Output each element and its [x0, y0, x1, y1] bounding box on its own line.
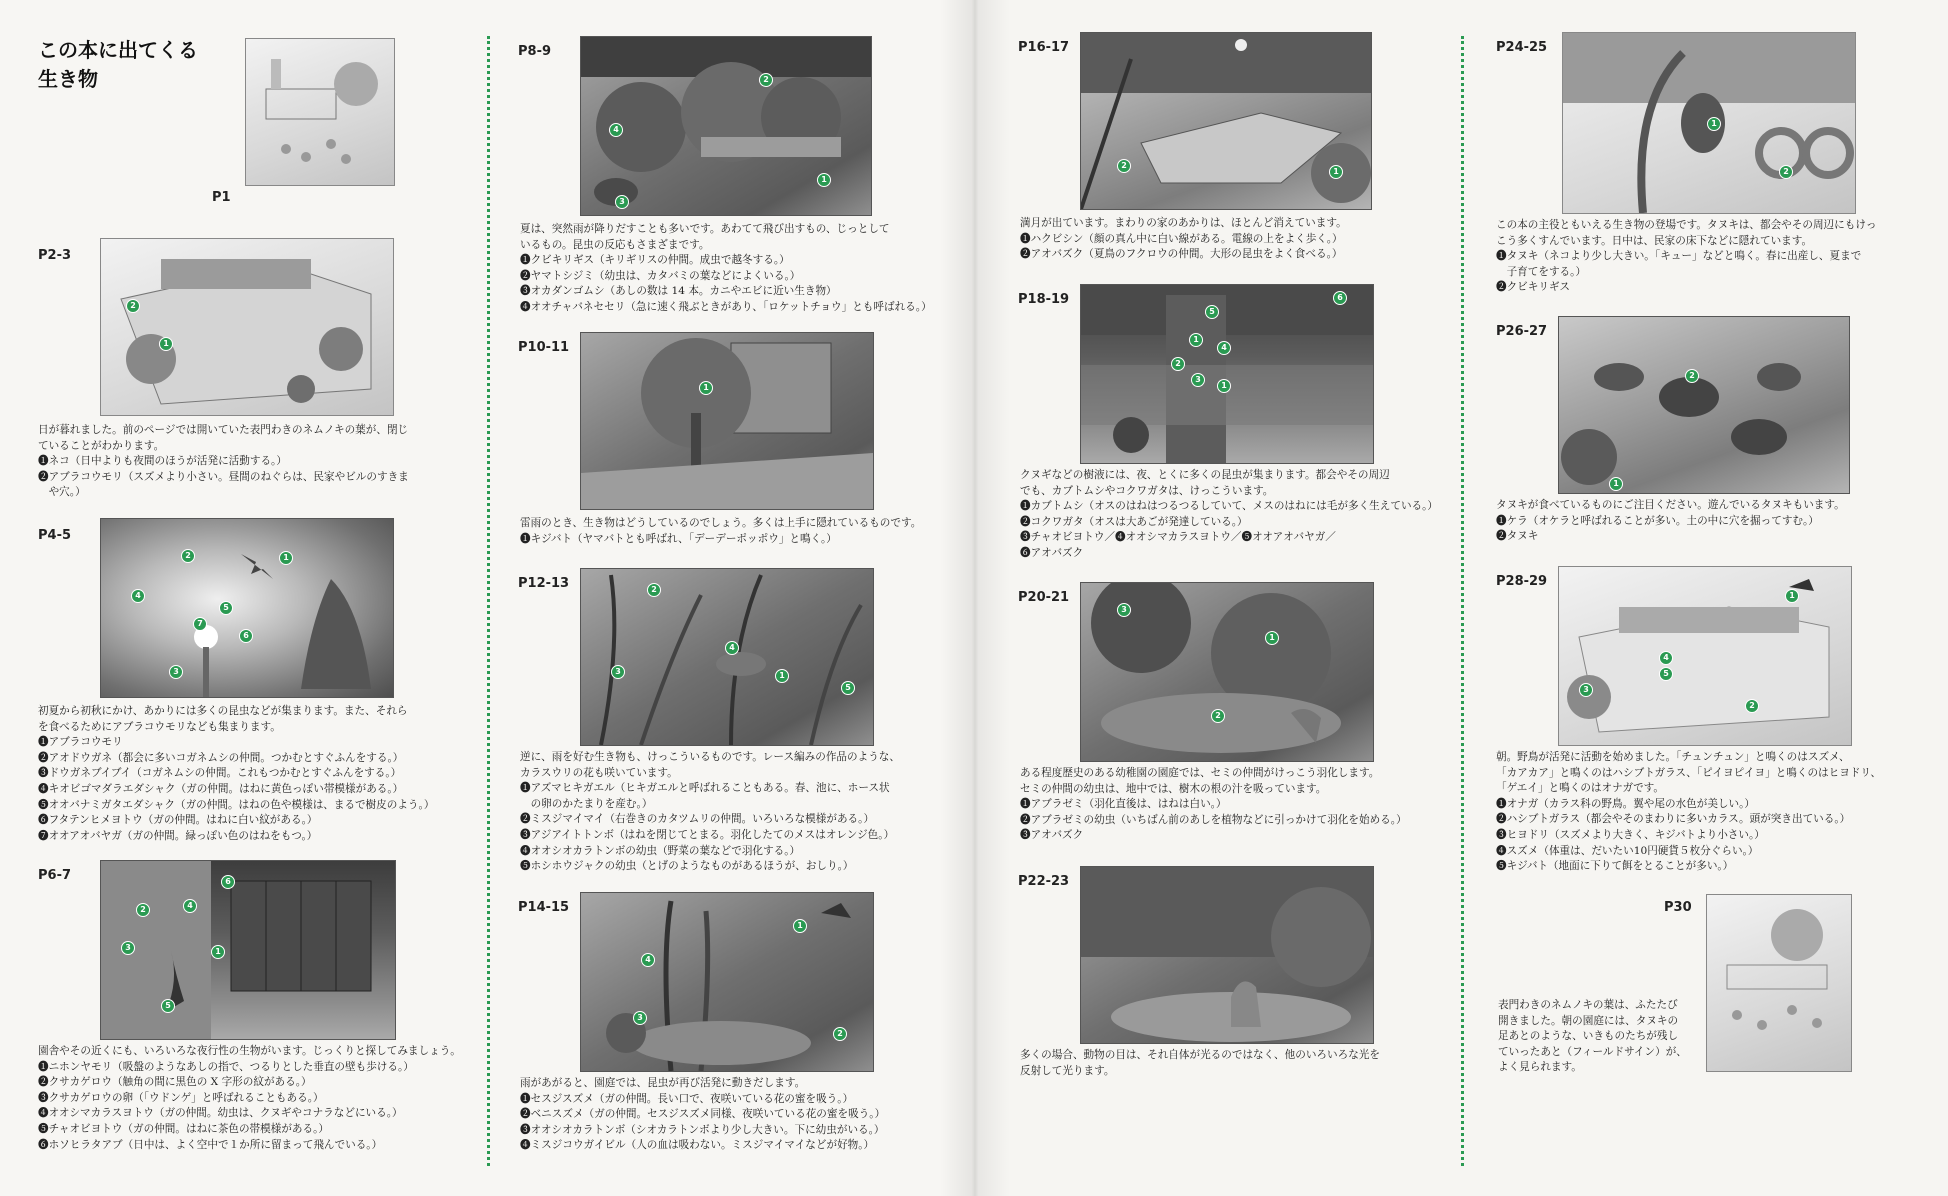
illustration-p10-11: [580, 332, 874, 510]
badge-4: 4: [609, 123, 623, 137]
badge-2: 2: [1779, 165, 1793, 179]
badge-2: 2: [126, 299, 140, 313]
badge-1: 1: [699, 381, 713, 395]
column-divider-right: [1461, 36, 1464, 1166]
badge-2: 2: [647, 583, 661, 597]
caption-line: ❶キジバト（ヤマバトとも呼ばれ、「デーデーポッポウ」と鳴く。）: [520, 532, 837, 545]
caption-line: ❶クビキリギス（キリギリスの仲間。成虫で越冬する。）: [520, 254, 790, 267]
badge-1: 1: [793, 919, 807, 933]
illustration-p18-19-art: [1081, 285, 1373, 463]
badge-3: 3: [611, 665, 625, 679]
caption-line: ❷コクワガタ（オスは大あごが発達している。）: [1020, 515, 1248, 528]
caption-line: ❷アブラゼミの幼虫（いちばん前のあしを植物などに引っかけて羽化を始める。）: [1020, 813, 1407, 826]
illustration-p8-9-art: [581, 37, 871, 215]
caption-line: ❶セスジスズメ（ガの仲間。長い口で、夜咲いている花の蜜を吸う。）: [520, 1092, 854, 1105]
badge-6: 6: [221, 875, 235, 889]
caption-line: ❷アブラコウモリ（スズメより小さい。昼間のねぐらは、民家やビルのすきま: [38, 470, 409, 483]
badge-4: 4: [1217, 341, 1231, 355]
caption-p22-23: [1020, 1048, 1440, 1079]
caption-line: 満月が出ています。まわりの家のあかりは、ほとんど消えています。: [1020, 217, 1347, 229]
badge-1: 1: [1265, 631, 1279, 645]
caption-line: タヌキが食べているものにご注目ください。遊んでいるタヌキもいます。: [1496, 499, 1845, 511]
illustration-p10-11-art: [581, 333, 873, 509]
badge-5: 5: [161, 999, 175, 1013]
caption-line: ❷ベニスズメ（ガの仲間。セスジスズメ同様、夜咲いている花の蜜を吸う。）: [520, 1108, 886, 1121]
caption-line: ❶タヌキ（ネコより少し大きい。「キュー」などと鳴く。春に出産し、夏まで: [1496, 250, 1862, 263]
caption-line: を食べるためにアブラコウモリなども集まります。: [38, 720, 281, 733]
caption-line: ❶ニホンヤモリ（吸盤のようなあしの指で、つるりとした垂直の壁も歩ける。）: [38, 1060, 414, 1073]
illustration-p16-17: [1080, 32, 1372, 210]
illustration-p28-29-art: [1559, 567, 1851, 745]
caption-line: 園舎やその近くにも、いろいろな夜行性の生物がいます。じっくりと探してみましょう。: [38, 1045, 461, 1057]
caption-line: ❺チャオビヨトウ（ガの仲間。はねに茶色の帯模様がある。）: [38, 1122, 330, 1135]
badge-1: 1: [279, 551, 293, 565]
badge-3: 3: [169, 665, 183, 679]
caption-line: ❼オオアオバヤガ（ガの仲間。緑っぽい色のはねをもつ。）: [38, 829, 318, 842]
badge-2: 2: [181, 549, 195, 563]
caption-line: ❶ネコ（日中よりも夜間のほうが活発に活動する。）: [38, 455, 287, 468]
illustration-p18-19: [1080, 284, 1374, 464]
caption-p26-27: [1496, 498, 1926, 545]
caption-line: ❸オオシオカラトンボ（シオカラトンボより少し大きい。下に幼虫がいる。）: [520, 1123, 885, 1136]
badge-5: 5: [219, 601, 233, 615]
illustration-p22-23: [1080, 866, 1374, 1044]
illustration-p4-5: [100, 518, 394, 698]
illustration-p16-17-art: [1081, 33, 1371, 209]
caption-line: 逆に、雨を好む生き物も、けっこういるものです。レース編みの作品のような、: [520, 751, 900, 763]
caption-p18-19: [1020, 468, 1440, 562]
caption-line: 足あとのような、いきものたちが残し: [1498, 1030, 1679, 1043]
caption-line: の卵のかたまりを産む。）: [520, 797, 653, 810]
badge-6: 6: [239, 629, 253, 643]
badge-2: 2: [1117, 159, 1131, 173]
illustration-p30: [1706, 894, 1852, 1072]
badge-1: 1: [1329, 165, 1343, 179]
caption-line: クヌギなどの樹液には、夜、とくに多くの昆虫が集まります。都会やその周辺: [1020, 469, 1390, 481]
page-label-p22-23: P22-23: [1018, 874, 1070, 889]
caption-line: ❹キオビゴマダラエダシャク（ガの仲間。はねに黄色っぽい帯模様がある。）: [38, 782, 404, 795]
illustration-p6-7-art: [101, 861, 395, 1039]
illustration-p4-5-art: [101, 519, 393, 697]
badge-1: 1: [159, 337, 173, 351]
caption-line: 反射して光ります。: [1020, 1064, 1115, 1077]
caption-line: や穴。）: [38, 486, 86, 499]
caption-line: ❷アオバズク（夏鳥のフクロウの仲間。大形の昆虫をよく食べる。）: [1020, 248, 1343, 261]
caption-p8-9: [520, 222, 940, 316]
caption-p4-5: [38, 704, 468, 844]
caption-line: ❸アジアイトトンボ（はねを閉じてとまる。羽化したてのメスはオレンジ色。）: [520, 828, 895, 841]
badge-1: 1: [1189, 333, 1203, 347]
page-label-p8-9: P8-9: [518, 44, 552, 59]
page-label-p2-3: P2-3: [38, 248, 72, 263]
illustration-p28-29: [1558, 566, 1852, 746]
caption-line: でも、カブトムシやコクワガタは、けっこういます。: [1020, 484, 1274, 497]
page-title: [38, 36, 228, 94]
caption-p12-13: [520, 750, 940, 875]
caption-line: ❶アブラゼミ（羽化直後は、はねは白い。）: [1020, 798, 1227, 811]
page-label-p24-25: P24-25: [1496, 40, 1548, 55]
badge-3: 3: [1579, 683, 1593, 697]
caption-line: カラスウリの花も咲いています。: [520, 766, 678, 779]
caption-line: ❹スズメ（体重は、だいたい10円硬貨５枚分ぐらい。）: [1496, 844, 1759, 857]
page-label-p4-5: P4-5: [38, 528, 72, 543]
caption-line: 夏は、突然雨が降りだすことも多いです。あわてて飛び出すもの、じっとして: [520, 223, 890, 235]
caption-line: 「ゲエイ」と鳴くのはオナガです。: [1496, 782, 1665, 795]
badge-2: 2: [833, 1027, 847, 1041]
caption-p10-11: [520, 516, 940, 547]
caption-line: よく見られます。: [1498, 1061, 1582, 1074]
badge-4: 4: [131, 589, 145, 603]
caption-line: ❶ハクビシン（顔の真ん中に白い線がある。電線の上をよく歩く。）: [1020, 232, 1343, 245]
badge-5: 5: [1659, 667, 1673, 681]
illustration-p1: [245, 38, 395, 186]
badge-3: 3: [121, 941, 135, 955]
caption-line: ある程度歴史のある幼稚園の園庭では、セミの仲間がけっこう羽化します。: [1020, 767, 1380, 779]
badge-5: 5: [841, 681, 855, 695]
caption-line: ❺ホシホウジャクの幼虫（とげのようなものがあるほうが、おしり。）: [520, 860, 854, 873]
caption-line: ❶ケラ（オケラと呼ばれることが多い。土の中に穴を掘ってすむ。）: [1496, 514, 1819, 527]
caption-line: ❸ドウガネブイブイ（コガネムシの仲間。これもつかむとすぐふんをする。）: [38, 767, 402, 780]
badge-3: 3: [1191, 373, 1205, 387]
caption-line: ❷クサカゲロウ（触角の間に黒色の X 字形の紋がある。）: [38, 1076, 312, 1089]
caption-line: ❶カブトムシ（オスのはねはつるつるしていて、メスのはねには毛が多く生えている。）: [1020, 500, 1439, 513]
badge-1: 1: [211, 945, 225, 959]
caption-line: 朝。野鳥が活発に活動を始めました。「チュンチュン」と鳴くのはスズメ、: [1496, 751, 1850, 763]
caption-p20-21: [1020, 766, 1440, 844]
caption-p30: [1498, 998, 1698, 1076]
badge-6: 6: [1333, 291, 1347, 305]
badge-4: 4: [725, 641, 739, 655]
caption-line: いるもの。昆虫の反応もさまざまです。: [520, 238, 710, 251]
caption-line: ❻ホソヒラタアブ（日中は、よく空中で１か所に留まって飛んでいる。）: [38, 1138, 383, 1151]
caption-line: 雨があがると、園庭では、昆虫が再び活発に動きだします。: [520, 1077, 806, 1089]
caption-line: ❸アオバズク: [1020, 829, 1084, 842]
caption-line: ❷タヌキ: [1496, 530, 1539, 543]
caption-line: ❷ミスジマイマイ（右巻きのカタツムリの仲間。いろいろな模様がある。）: [520, 813, 875, 826]
caption-line: 初夏から初秋にかけ、あかりには多くの昆虫などが集まります。また、それら: [38, 705, 408, 717]
column-divider-left: [487, 36, 490, 1166]
illustration-p12-13: [580, 568, 874, 746]
illustration-p8-9: [580, 36, 872, 216]
illustration-p1-art: [246, 39, 394, 185]
badge-2: 2: [1171, 357, 1185, 371]
illustration-p26-27-art: [1559, 317, 1849, 493]
illustration-p2-3: [100, 238, 394, 416]
badge-1: 1: [1217, 379, 1231, 393]
badge-2: 2: [1745, 699, 1759, 713]
caption-line: ❷クビキリギス: [1496, 281, 1570, 294]
caption-line: ❻アオバズク: [1020, 546, 1084, 559]
caption-line: ❸チャオビヨトウ／❹オオシマカラスヨトウ／❺オオアオバヤガ／: [1020, 531, 1336, 544]
badge-1: 1: [775, 669, 789, 683]
badge-2: 2: [1211, 709, 1225, 723]
caption-line: ❶アズマヒキガエル（ヒキガエルと呼ばれることもある。春、池に、ホース状: [520, 782, 890, 795]
caption-line: こう多くすんでいます。日中は、民家の床下などに隠れています。: [1496, 234, 1813, 247]
page-label-p12-13: P12-13: [518, 576, 570, 591]
caption-line: ❺オオバナミガタエダシャク（ガの仲間。はねの色や模様は、まるで樹皮のよう。）: [38, 798, 435, 811]
badge-3: 3: [1117, 603, 1131, 617]
caption-line: 表門わきのネムノキの葉は、ふたたび: [1498, 999, 1678, 1011]
caption-line: ❶アブラコウモリ: [38, 736, 123, 749]
caption-line: ❸ヒヨドリ（スズメより大きく、キジバトより小さい。）: [1496, 828, 1765, 841]
page-label-p26-27: P26-27: [1496, 324, 1548, 339]
badge-1: 1: [817, 173, 831, 187]
badge-4: 4: [641, 953, 655, 967]
illustration-p20-21: [1080, 582, 1374, 762]
caption-line: 雷雨のとき、生き物はどうしているのでしょう。多くは上手に隠れているものです。: [520, 517, 922, 529]
caption-line: ❷ハシブトガラス（都会やそのまわりに多いカラス。頭が突き出ている。）: [1496, 813, 1851, 826]
caption-p14-15: [520, 1076, 940, 1154]
caption-line: ❺キジバト（地面に下りて餌をとることが多い。）: [1496, 860, 1734, 873]
badge-1: 1: [1609, 477, 1623, 491]
caption-line: 日が暮れました。前のページでは開いていた表門わきのネムノキの葉が、閉じ: [38, 424, 409, 436]
page-label-p10-11: P10-11: [518, 340, 570, 355]
badge-2: 2: [136, 903, 150, 917]
page-label-p16-17: P16-17: [1018, 40, 1070, 55]
caption-line: ❹ミスジコウガイビル（人の血は吸わない。ミスジマイマイなどが好物。）: [520, 1139, 875, 1152]
caption-p28-29: [1496, 750, 1926, 875]
illustration-p14-15-art: [581, 893, 873, 1071]
illustration-p12-13-art: [581, 569, 873, 745]
caption-line: セミの仲間の幼虫は、地中では、樹木の根の汁を吸っています。: [1020, 782, 1327, 795]
caption-p6-7: [38, 1044, 478, 1153]
caption-p2-3: [38, 423, 468, 501]
caption-line: ❹オオシオカラトンボの幼虫（野菜の葉などで羽化する。）: [520, 844, 801, 857]
page-label-p18-19: P18-19: [1018, 292, 1070, 307]
page-label-p28-29: P28-29: [1496, 574, 1548, 589]
caption-line: ❹オオチャバネセセリ（急に速く飛ぶときがあり、「ロケットチョウ」とも呼ばれる。）: [520, 300, 932, 313]
caption-line: ❹オオシマカラスヨトウ（ガの仲間。幼虫は、クヌギやコナラなどにいる。）: [38, 1107, 403, 1120]
title-line-1: この本に出てくる: [38, 38, 198, 62]
caption-line: ❸クサカゲロウの卵（「ウドンゲ」と呼ばれることもある。）: [38, 1091, 324, 1104]
illustration-p2-3-art: [101, 239, 393, 415]
badge-3: 3: [615, 195, 629, 209]
caption-line: 「カアカア」と鳴くのはハシブトガラス、「ピイヨピイヨ」と鳴くのはヒヨドリ、: [1496, 766, 1882, 779]
page-label-p6-7: P6-7: [38, 868, 72, 883]
badge-5: 5: [1205, 305, 1219, 319]
caption-line: この本の主役ともいえる生き物の登場です。タヌキは、都会やその周辺にもけっ: [1496, 219, 1877, 231]
illustration-p24-25: [1562, 32, 1856, 214]
badge-2: 2: [1685, 369, 1699, 383]
illustration-p22-23-art: [1081, 867, 1373, 1043]
page-label-p30: P30: [1664, 900, 1692, 915]
illustration-p30-art: [1707, 895, 1851, 1071]
caption-line: ていることがわかります。: [38, 439, 165, 452]
caption-line: ❷ヤマトシジミ（幼虫は、カタバミの葉などによくいる。）: [520, 269, 801, 282]
badge-7: 7: [193, 617, 207, 631]
badge-4: 4: [1659, 651, 1673, 665]
caption-line: ❷アオドウガネ（都会に多いコガネムシの仲間。つかむとすぐふんをする。）: [38, 751, 404, 764]
badge-1: 1: [1707, 117, 1721, 131]
caption-line: 子育てをする。）: [1496, 265, 1587, 278]
caption-line: ❻フタテンヒメヨトウ（ガの仲間。はねに白い紋がある。）: [38, 814, 318, 827]
page-label-p1: P1: [212, 190, 231, 205]
illustration-p14-15: [580, 892, 874, 1072]
page-label-p14-15: P14-15: [518, 900, 570, 915]
caption-line: 開きました。朝の園庭には、タヌキの: [1498, 1014, 1679, 1027]
caption-line: ていったあと（フィールドサイン）が、: [1498, 1045, 1687, 1058]
illustration-p26-27: [1558, 316, 1850, 494]
title-line-2: 生き物: [38, 67, 98, 91]
illustration-p6-7: [100, 860, 396, 1040]
caption-p16-17: [1020, 216, 1440, 263]
badge-1: 1: [1785, 589, 1799, 603]
badge-2: 2: [759, 73, 773, 87]
caption-line: ❶オナガ（カラス科の野鳥。翼や尾の水色が美しい。）: [1496, 797, 1756, 810]
caption-line: ❸オカダンゴムシ（あしの数は 14 本。カニやエビに近い生き物）: [520, 285, 837, 298]
badge-3: 3: [633, 1011, 647, 1025]
caption-line: 多くの場合、動物の目は、それ自体が光るのではなく、他のいろいろな光を: [1020, 1049, 1380, 1061]
caption-p24-25: [1496, 218, 1926, 296]
badge-4: 4: [183, 899, 197, 913]
book-gutter: [940, 0, 1010, 1196]
page-label-p20-21: P20-21: [1018, 590, 1070, 605]
